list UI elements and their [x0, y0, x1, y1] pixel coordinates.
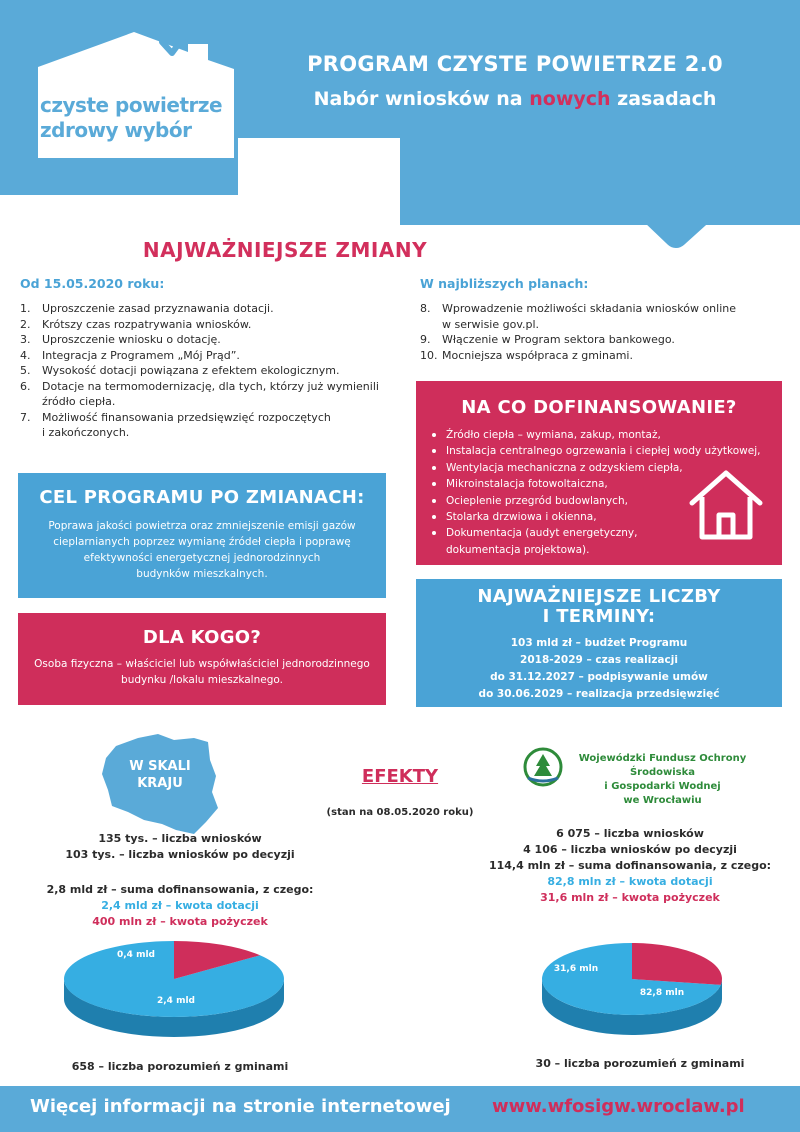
- cel-line: budynków mieszkalnych.: [136, 568, 268, 580]
- liczby-line: 103 mld zł – budżet Programu: [510, 637, 688, 649]
- list-item: [420, 301, 790, 332]
- list-item: [20, 379, 400, 410]
- cel-line: Poprawa jakości powietrza oraz zmniejszenie emisji gazów: [48, 520, 356, 532]
- efekty-date: (stan na 08.05.2020 roku): [326, 807, 474, 818]
- list-text: Integracja z Programem „Mój Prąd”.: [42, 348, 240, 362]
- dofinansowanie-item: Wentylacja mechaniczna z odzyskiem ciepła,: [430, 460, 770, 476]
- list-item: [20, 363, 400, 379]
- list-item: [20, 410, 400, 441]
- list-text: Uproszczenie wniosku o dotację.: [42, 333, 221, 346]
- liczby-box: [416, 579, 782, 707]
- pie-chart-wfos: [532, 935, 742, 1047]
- program-title: PROGRAM CZYSTE POWIETRZE 2.0: [307, 52, 723, 76]
- dofinansowanie-item: Stolarka drzwiowa i okienna,: [430, 509, 770, 525]
- kraj-line-2: 103 tys. – liczba wniosków po decyzji: [65, 848, 295, 861]
- list-item: [20, 317, 400, 333]
- pie-label: 31,6 mln: [553, 964, 599, 974]
- efekty-title: EFEKTY: [361, 766, 439, 787]
- list-text: Wysokość dotacji powiązana z efektem ekologicznym.: [42, 364, 340, 377]
- dofinansowanie-item: Instalacja centralnego ogrzewania i ciepłej wody użytkowej,: [430, 443, 770, 459]
- footer-info: Więcej informacji na stronie internetowej: [30, 1096, 451, 1117]
- kraj-line-1: 135 tys. – liczba wniosków: [98, 832, 262, 845]
- wfos-logo-line: Wojewódzki Fundusz Ochrony Środowiska: [578, 753, 747, 778]
- dla-kogo-line: budynku /lokalu mieszkalnego.: [121, 674, 283, 686]
- cel-line: cieplarnianych poprzez wymianę źródeł ciepła i poprawę: [53, 536, 351, 548]
- map-label: [108, 758, 212, 792]
- wfos-line-5: 31,6 mln zł – kwota pożyczek: [540, 891, 720, 904]
- list-text: Uproszczenie zasad przyznawania dotacji.: [42, 302, 274, 315]
- dofinansowanie-item: Ocieplenie przegród budowlanych,: [430, 493, 770, 509]
- dofinansowanie-title: NA CO DOFINANSOWANIE?: [461, 397, 737, 418]
- list-text: Dotacje na termomodernizację, dla tych, którzy już wymienili: [42, 379, 379, 393]
- list-number: 6.: [20, 379, 31, 393]
- logo-line-1: czyste powietrze: [40, 93, 223, 117]
- kraj-footer: 658 – liczba porozumień z gminami: [71, 1060, 289, 1073]
- dofinansowanie-item: Źródło ciepła – wymiana, zakup, montaż,: [430, 427, 770, 443]
- cel-box: [18, 473, 386, 598]
- liczby-title-1: NAJWAŻNIEJSZE LICZBY: [477, 586, 721, 607]
- list-item: [420, 348, 790, 364]
- list-item: [420, 332, 790, 348]
- website-link[interactable]: www.wfosigw.wroclaw.pl: [492, 1096, 745, 1117]
- dofinansowanie-item: Mikroinstalacja fotowoltaiczna,: [430, 476, 770, 492]
- liczby-line: 2018-2029 – czas realizacji: [520, 654, 678, 666]
- dofinansowanie-box: [416, 381, 782, 565]
- wfos-line-4: 82,8 mln zł – kwota dotacji: [547, 875, 713, 888]
- kraj-funding: [20, 882, 340, 930]
- kraj-line-3: 2,8 mld zł – suma dofinansowania, z czego:: [46, 883, 314, 896]
- wfos-logo-icon: [522, 746, 564, 788]
- list-number: 9.: [420, 333, 431, 346]
- list-text: Możliwość finansowania przedsięwzięć rozpoczętych: [42, 410, 331, 424]
- logo-line-2: zdrowy wybór: [40, 118, 192, 142]
- list-item: [20, 301, 400, 317]
- changes-right-title: W najbliższych planach:: [420, 276, 589, 291]
- list-text: Krótszy czas rozpatrywania wniosków.: [42, 317, 252, 331]
- list-number: 3.: [20, 333, 31, 346]
- list-text: źródło ciepła.: [42, 395, 116, 408]
- list-item: [20, 348, 400, 364]
- list-text: Wprowadzenie możliwości składania wniosków online: [442, 302, 737, 315]
- wfos-footer: 30 – liczba porozumień z gminami: [535, 1057, 745, 1070]
- big-check-icon: [608, 150, 778, 260]
- liczby-line: do 31.12.2027 – podpisywanie umów: [490, 671, 708, 683]
- logo-text: [40, 93, 240, 143]
- pie-label: 2,4 mld: [157, 996, 195, 1006]
- house-icon: [686, 465, 766, 545]
- footer: [0, 1086, 800, 1132]
- list-number: 5.: [20, 364, 31, 377]
- wfos-stats: [480, 826, 780, 906]
- subtitle-pre: Nabór wniosków na: [313, 88, 530, 110]
- pie-label: 0,4 mld: [117, 950, 155, 960]
- changes-left-title: Od 15.05.2020 roku:: [20, 276, 165, 291]
- list-number: 1.: [20, 302, 31, 315]
- changes-right-list: [420, 301, 790, 363]
- liczby-line: do 30.06.2029 – realizacja przedsięwzięć: [478, 688, 720, 700]
- dla-kogo-box: [18, 613, 386, 705]
- list-number: 4.: [20, 348, 31, 362]
- list-text: Włączenie w Program sektora bankowego.: [442, 333, 675, 346]
- list-number: 7.: [20, 410, 31, 424]
- cel-line: efektywności energetycznej jednorodzinnych: [83, 552, 321, 564]
- wfos-logo-line: we Wrocławiu: [623, 795, 702, 806]
- map-label-1: W SKALI: [129, 759, 191, 774]
- changes-left-list: [20, 301, 400, 441]
- subtitle-post: zasadach: [610, 88, 717, 110]
- dofinansowanie-item: Dokumentacja (audyt energetyczny, dokumentacja projektowa).: [430, 525, 770, 558]
- list-number: 2.: [20, 317, 31, 331]
- kraj-stats: [40, 831, 320, 863]
- liczby-title-2: I TERMINY:: [542, 606, 656, 627]
- main-heading: NAJWAŻNIEJSZE ZMIANY: [142, 238, 428, 262]
- list-item: [20, 332, 400, 348]
- kraj-line-4: 2,4 mld zł – kwota dotacji: [101, 899, 259, 912]
- cel-title: CEL PROGRAMU PO ZMIANACH:: [39, 487, 365, 508]
- map-label-2: KRAJU: [137, 776, 183, 791]
- dla-kogo-line: Osoba fizyczna – właściciel lub współwłaściciel jednorodzinnego: [34, 658, 370, 670]
- wfos-logo-text: [560, 752, 765, 808]
- list-text: Mocniejsza współpraca z gminami.: [442, 348, 633, 362]
- wfos-line-2: 4 106 – liczba wniosków po decyzji: [523, 843, 737, 856]
- pie-slice: [632, 943, 722, 985]
- program-subtitle: [255, 88, 775, 110]
- list-text: w serwisie gov.pl.: [442, 317, 540, 331]
- wfos-logo-line: i Gospodarki Wodnej: [604, 781, 721, 792]
- dla-kogo-title: DLA KOGO?: [142, 627, 262, 648]
- pie-chart-kraj: [58, 935, 298, 1047]
- wfos-line-1: 6 075 – liczba wniosków: [556, 827, 704, 840]
- list-number: 8.: [420, 302, 431, 315]
- list-text: i zakończonych.: [42, 426, 130, 439]
- wfos-line-3: 114,4 mln zł – suma dofinansowania, z czego:: [488, 859, 772, 872]
- list-number: 10.: [420, 348, 438, 362]
- subtitle-accent: nowych: [529, 88, 611, 110]
- pie-label: 82,8 mln: [639, 988, 685, 998]
- kraj-line-5: 400 mln zł – kwota pożyczek: [92, 915, 268, 928]
